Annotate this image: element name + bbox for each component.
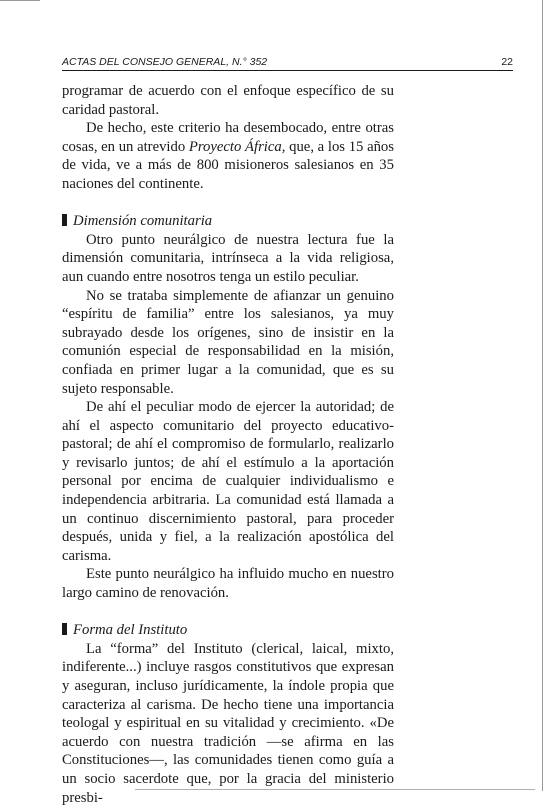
section-title: Forma del Instituto xyxy=(73,622,188,639)
section-heading xyxy=(62,621,394,640)
paragraph: No se trataba simplemente de afianzar un genuino “espíritu de familia” entre los salesianos, ya muy subrayado desde los orígenes, sino de insistir en la comunión especial de responsabilidad en la misión, confiada en primer lugar a la comunidad, que es su sujeto responsable. xyxy=(62,287,394,397)
paragraph: De ahí el peculiar modo de ejercer la autoridad; de ahí el aspecto comunitario del proyecto educativo-pastoral; de ahí el compromiso de formularlo, realizarlo y revisarlo juntos; de ahí el estímulo a la aportación personal por encima de cualquier individualismo e independencia arbitraria. La comunidad está llamada a un continuo discernimiento pastoral, para proceder después, unida y fiel, a la realización apostólica del carisma. xyxy=(62,399,394,564)
section-title: Dimensión comunitaria xyxy=(73,213,213,230)
paragraph: Este punto neurálgico ha influido mucho en nuestro largo camino de renovación. xyxy=(62,566,394,602)
header-title: ACTAS DEL CONSEJO GENERAL, N.° 352 xyxy=(62,56,268,68)
paragraph-text: De hecho, este criterio ha desembocado, entre otras cosas, en un atrevido xyxy=(62,120,394,155)
body-text xyxy=(62,82,394,807)
paragraph: Otro punto neurálgico de nuestra lectura fue la dimensión comunitaria, intrínseca a la vida religiosa, aun cuando entre nosotros tenga un estilo peculiar. xyxy=(62,231,394,285)
running-header xyxy=(62,56,513,71)
page-edge-top xyxy=(0,0,40,1)
section-bullet-icon xyxy=(62,623,67,635)
section-heading xyxy=(62,212,394,231)
paragraph-text: que, a los 15 años de vida, ve a más de 800 misioneros salesianos en 35 naciones del continente. xyxy=(62,138,394,192)
page-edge-bottom xyxy=(135,789,535,790)
page-edge-right xyxy=(542,0,543,791)
paragraph xyxy=(62,119,394,193)
paragraph: programar de acuerdo con el enfoque específico de su caridad pastoral. xyxy=(62,83,394,118)
paragraph: La “forma” del Instituto (clerical, laical, mixto, indiferente...) incluye rasgos constitutivos que expresan y aseguran, incluso jurídicamente, la índole propia que caracteriza al carisma. De hecho tiene una importancia teologal y espiritual en su vitalidad y crecimiento. «De acuerdo con nuestra tradición —se afirma en las Constituciones—, las comunidades tienen como guía a un socio sacerdote que, por la gracia del ministerio presbi- xyxy=(62,640,394,806)
section-bullet-icon xyxy=(62,214,67,226)
emphasis-text: Proyecto África, xyxy=(188,138,286,155)
page-number: 22 xyxy=(501,56,513,68)
